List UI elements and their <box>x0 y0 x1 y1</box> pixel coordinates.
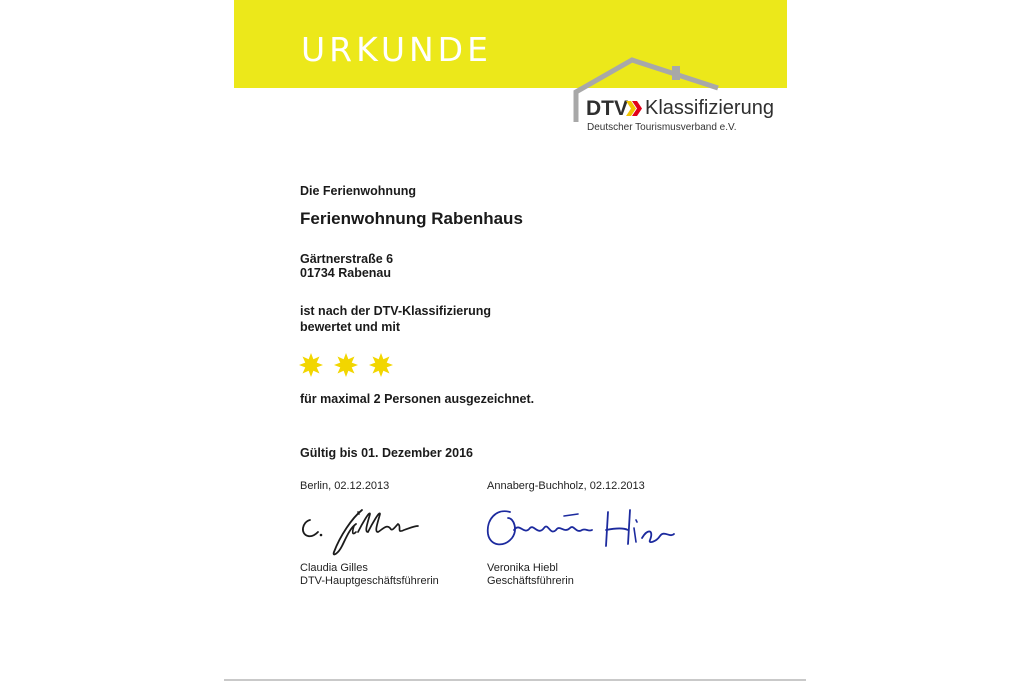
type-label: Die Ferienwohnung <box>300 184 416 198</box>
property-name: Ferienwohnung Rabenhaus <box>300 209 523 228</box>
statement-line1: ist nach der DTV-Klassifizierung <box>300 304 492 318</box>
star-icon <box>333 352 359 378</box>
logo-subtitle: Deutscher Tourismusverband e.V. <box>587 122 737 133</box>
statement-line2: bewertet und mit <box>300 320 401 334</box>
signatory2-place-date: Annaberg-Buchholz, 02.12.2013 <box>487 480 645 492</box>
address-line1: Gärtnerstraße 6 <box>300 252 394 266</box>
address-line2: 01734 Rabenau <box>300 266 392 280</box>
signatory1-name: Claudia Gilles <box>300 562 368 574</box>
star-icon <box>368 352 394 378</box>
signatory2-role: Geschäftsführerin <box>487 575 574 587</box>
signatory1-place-date: Berlin, 02.12.2013 <box>300 480 390 492</box>
star-rating <box>298 352 398 378</box>
signatory2-name: Veronika Hiebl <box>487 562 558 574</box>
logo-name: Klassifizierung <box>645 97 774 119</box>
bottom-divider <box>224 679 806 681</box>
signature-veronika-hiebl <box>484 502 680 554</box>
banner-title: URKUNDE <box>301 30 492 69</box>
logo-brand: DTV <box>586 97 628 120</box>
signatory1-role: DTV-Hauptgeschäftsführerin <box>300 575 439 587</box>
signature-claudia-gilles <box>296 502 426 560</box>
star-icon <box>298 352 324 378</box>
validity-text: Gültig bis 01. Dezember 2016 <box>300 446 473 460</box>
capacity-text: für maximal 2 Personen ausgezeichnet. <box>300 392 535 406</box>
